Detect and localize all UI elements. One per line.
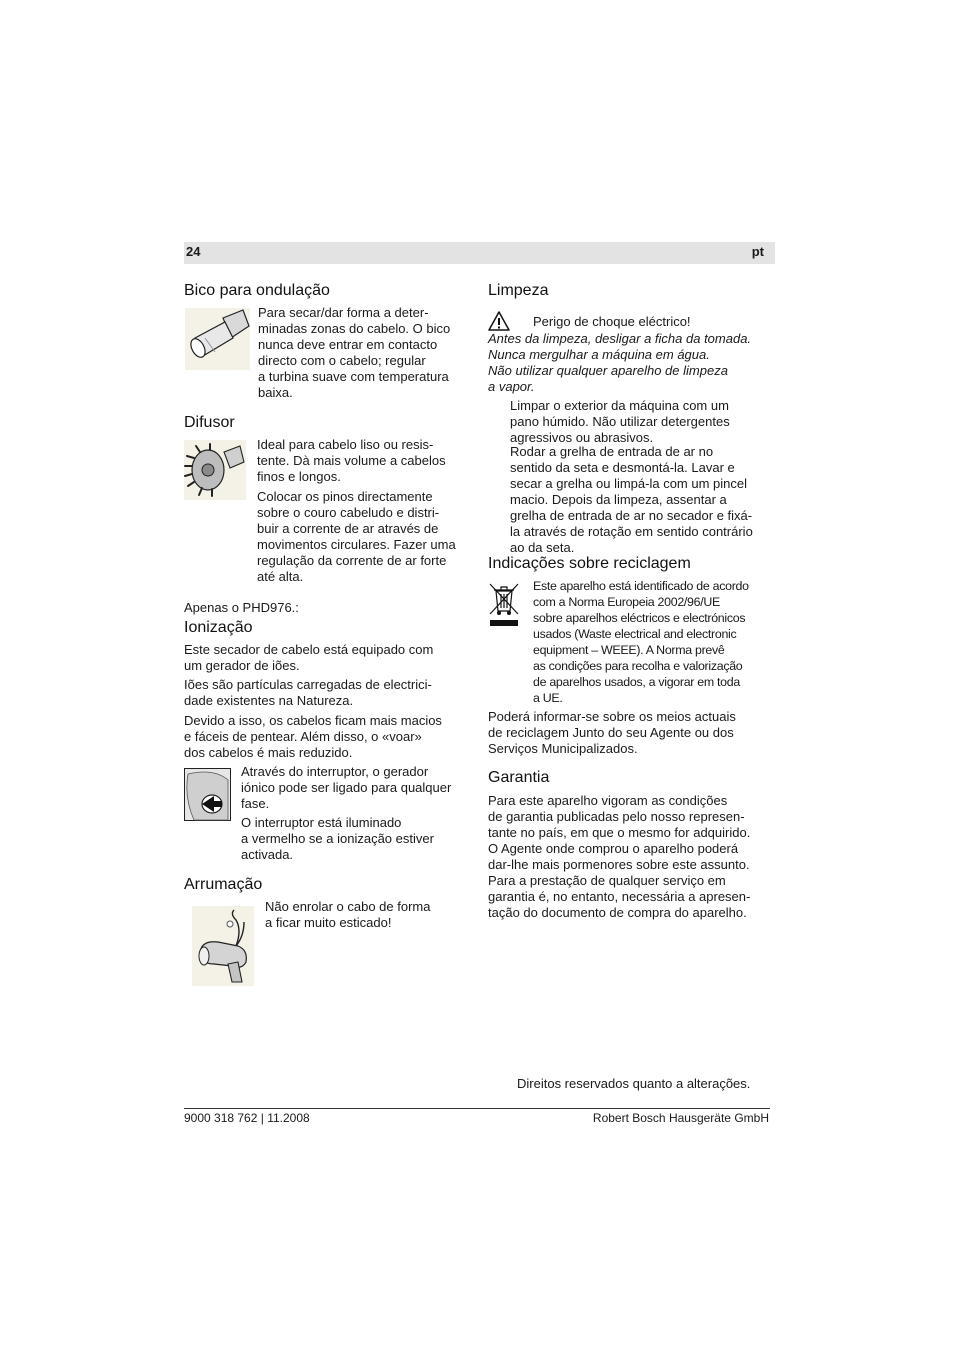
crossed-bin-icon [488, 581, 520, 629]
footer-divider [184, 1108, 770, 1109]
hairdryer-storage-icon [192, 906, 254, 986]
ionizacao-text-1: Este secador de cabelo está equipado com um gerador de iões. [184, 642, 434, 673]
section-title-ionizacao: Ionização [184, 619, 253, 636]
ionizacao-text-5: O interruptor está iluminado a vermelho se a ionização estiver activada. [241, 815, 434, 862]
section-title-bico: Bico para ondulação [184, 282, 330, 299]
warning-title: Perigo de choque eléctrico! [533, 314, 691, 329]
garantia-text: Para este aparelho vigoram as condições de garantia publicadas pelo nosso represen- tante no país, em que o mesmo for adquirido. O Agente onde comprou o aparelho poderá dar-lhe mais pormenores sobre este assunto. Para a prestação de qualquer serviço em garantia é, no entanto, necessária a apresen- tação do documento de compra do aparelho. [488, 793, 751, 920]
rights-reserved: Direitos reservados quanto a alterações. [517, 1076, 751, 1091]
diffuser-icon [184, 440, 246, 500]
difusor-text-2: Colocar os pinos directamente sobre o couro cabeludo e distri- buir a corrente de ar através de movimentos circulares. Fazer uma regulação da corrente de ar forte até alta. [257, 489, 456, 584]
ionizacao-text-4: Através do interruptor, o gerador iónico pode ser ligado para qualquer fase. [241, 764, 452, 811]
company-name: Robert Bosch Hausgeräte GmbH [592, 1111, 769, 1125]
limpeza-text-2: Rodar a grelha de entrada de ar no sentido da seta e desmontá-la. Lavar e secar a grelha ou limpá-la com um pincel macio. Depois da limpeza, assentar a grelha de entrada de ar no secador e fixá- la através de rotação em sentido contrário ao da seta. [510, 444, 753, 555]
arrumacao-text: Não enrolar o cabo de forma a ficar muito esticado! [265, 899, 431, 930]
difusor-text-1: Ideal para cabelo liso ou resis- tente. Dà mais volume a cabelos finos e longos. [257, 437, 446, 484]
ion-switch-icon [184, 768, 231, 821]
doc-number: 9000 318 762 | 11.2008 [184, 1111, 310, 1125]
concentrator-nozzle-icon [185, 308, 250, 370]
model-note: Apenas o PHD976.: [184, 600, 299, 615]
limpeza-text-1: Limpar o exterior da máquina com um pano húmido. Não utilizar detergentes agressivos ou abrasivos. [510, 398, 730, 445]
language-code: pt [751, 244, 764, 259]
ionizacao-text-3: Devido a isso, os cabelos ficam mais macios e fáceis de pentear. Além disso, o «voar» dos cabelos é mais reduzido. [184, 713, 442, 760]
page-number: 24 [186, 244, 201, 259]
bico-text: Para secar/dar forma a deter- minadas zonas do cabelo. O bico nunca deve entrar em contacto directo com o cabelo; regular a turbina suave com temperatura baixa. [258, 305, 451, 400]
reciclagem-text-2: Poderá informar-se sobre os meios actuais de reciclagem Junto do seu Agente ou dos Serviços Municipalizados. [488, 709, 736, 756]
section-title-limpeza: Limpeza [488, 282, 549, 299]
ionizacao-text-2: Iões são partículas carregadas de electrici- dade existentes na Natureza. [184, 677, 432, 708]
section-title-difusor: Difusor [184, 414, 235, 431]
section-title-arrumacao: Arrumação [184, 876, 263, 893]
warning-triangle-icon [488, 311, 510, 331]
warning-text: Antes da limpeza, desligar a ficha da tomada. Nunca mergulhar a máquina em água. Não utilizar qualquer aparelho de limpeza a vapor. [488, 331, 752, 394]
section-title-garantia: Garantia [488, 769, 550, 786]
section-title-reciclagem: Indicações sobre reciclagem [488, 555, 691, 572]
page-header-band [184, 242, 775, 264]
reciclagem-text-1: Este aparelho está identificado de acordo com a Norma Europeia 2002/96/UE sobre aparelhos eléctricos e electrónicos usados (Waste electrical and electronic equipment – WEEE). A Norma prevê as condições para recolha e valorização de aparelhos usados, a vigorar em toda a UE. [533, 579, 749, 705]
